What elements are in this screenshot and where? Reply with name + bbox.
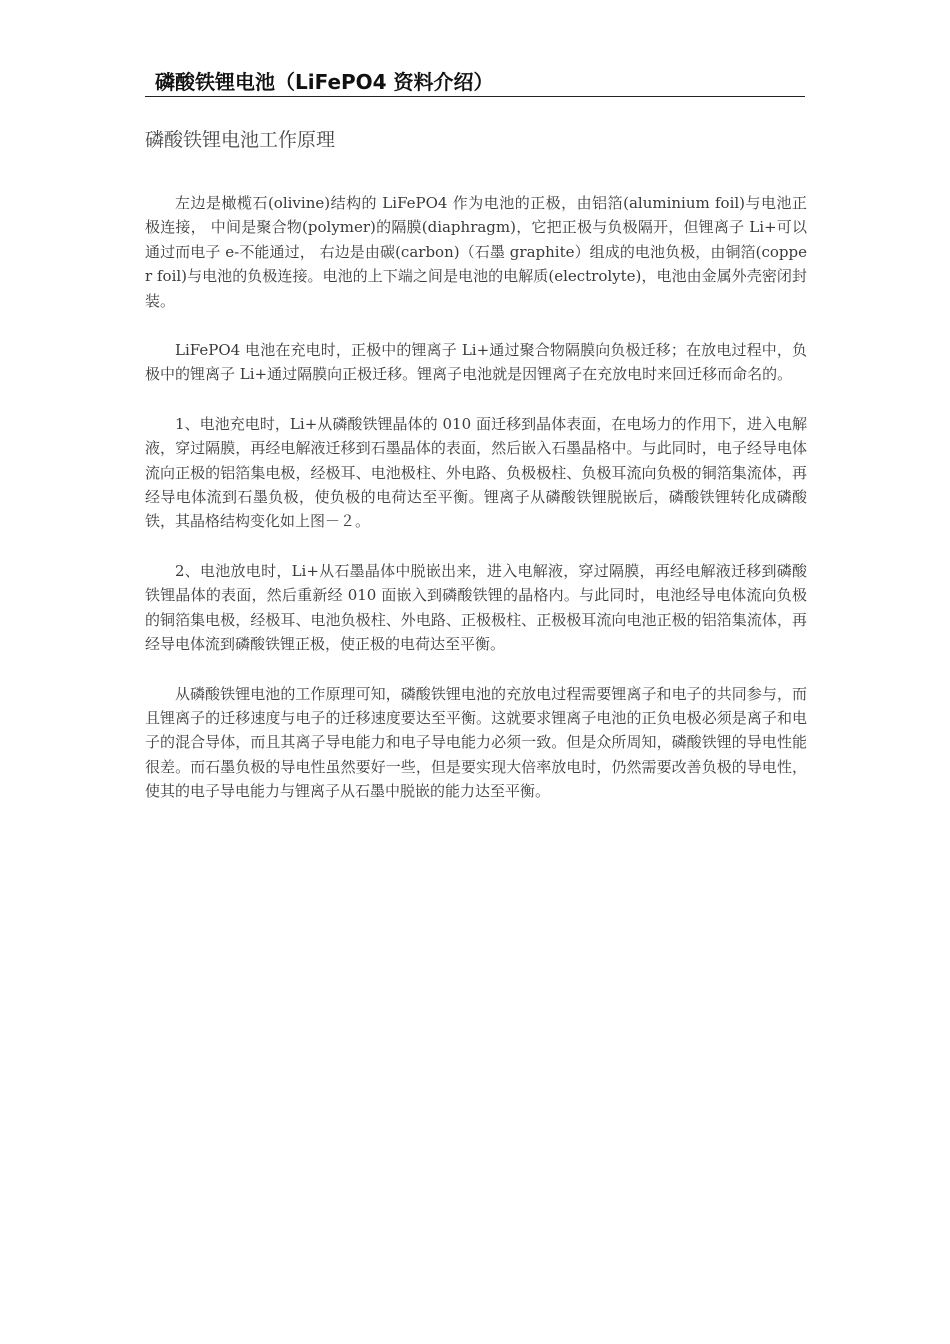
paragraph-conclusion: 从磷酸铁锂电池的工作原理可知，磷酸铁锂电池的充放电过程需要锂离子和电子的共同参与，而且锂离子的迁移速度与电子的迁移速度要达至平衡。这就要求锂离子电池的正负电极必须是离子和电子的混合导体，而且其离子导电能力和电子导电能力必须一致。但是众所周知，磷酸铁锂的导电性能很差。而石墨负极的导电性虽然要好一些，但是要实现大倍率放电时，仍然需要改善负极的导电性，使其的电子导电能力与锂离子从石墨中脱嵌的能力达至平衡。 xyxy=(145,684,807,801)
paragraph-migration: LiFePO4 电池在充电时，正极中的锂离子 Li+通过聚合物隔膜向负极迁移；在放电过程中，负极中的锂离子 Li+通过隔膜向正极迁移。锂离子电池就是因锂离子在充放电时来回迁移而命名的。 xyxy=(145,341,807,384)
body-text xyxy=(145,191,807,829)
page-header-title: 磷酸铁锂电池（LiFePO4 资料介绍） xyxy=(155,70,494,94)
paragraph-structure: 左边是橄榄石(olivine)结构的 LiFePO4 作为电池的正极，由铝箔(aluminium foil)与电池正极连接， 中间是聚合物(polymer)的隔膜(diaphragm)，它把正极与负极隔开，但锂离子 Li+可以通过而电子 e-不能通过， 右边是由碳(carbon)（石墨 graphite）组成的电池负极，由铜箔(copper foil)与电池的负极连接。电池的上下端之间是电池的电解质(electrolyte)，电池由金属外壳密闭封装。 xyxy=(145,194,807,310)
section-heading: 磷酸铁锂电池工作原理 xyxy=(145,129,336,151)
paragraph-charging: 1、电池充电时，Li+从磷酸铁锂晶体的 010 面迁移到晶体表面，在电场力的作用下，进入电解液，穿过隔膜，再经电解液迁移到石墨晶体的表面，然后嵌入石墨晶格中。与此同时，电子经导电体流向正极的铝箔集电极，经极耳、电池极柱、外电路、负极极柱、负极耳流向负极的铜箔集流体，再经导电体流到石墨负极，使负极的电荷达至平衡。锂离子从磷酸铁锂脱嵌后，磷酸铁锂转化成磷酸铁，其晶格结构变化如上图－２。 xyxy=(145,414,807,531)
paragraph-discharging: 2、电池放电时，Li+从石墨晶体中脱嵌出来，进入电解液，穿过隔膜，再经电解液迁移到磷酸铁锂晶体的表面，然后重新经 010 面嵌入到磷酸铁锂的晶格内。与此同时，电池经导电体流向负极的铜箔集电极，经极耳、电池负极柱、外电路、正极极柱、正极极耳流向电池正极的铝箔集流体，再经导电体流到磷酸铁锂正极，使正极的电荷达至平衡。 xyxy=(145,561,807,654)
header-divider xyxy=(145,96,805,97)
